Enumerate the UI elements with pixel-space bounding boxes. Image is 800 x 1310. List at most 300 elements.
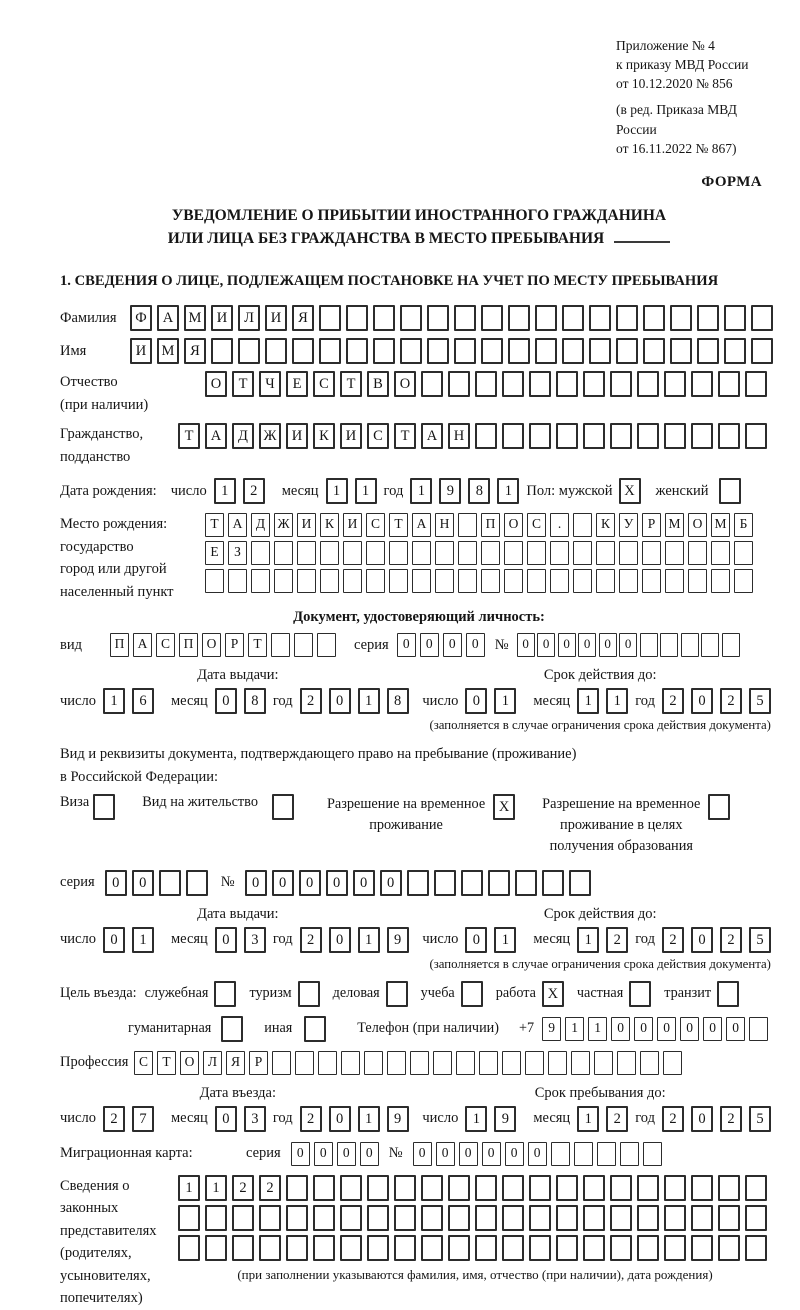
profession-label: Профессия [60,1054,129,1071]
char-box: 1 [358,1106,380,1132]
char-box: 0 [691,688,713,714]
char-box: Ч [259,371,281,397]
char-box [589,338,611,364]
char-box [718,1235,740,1261]
char-box [718,1175,740,1201]
migration-number-boxes [413,1142,666,1166]
char-box [637,1205,659,1231]
stay-doc-series-row [60,870,778,896]
doc-series-boxes [397,633,489,657]
char-box: 2 [720,1106,742,1132]
purpose-row2: гуманитарная иная Телефон (при наличии) +7 9 1 1 0 0 0 0 0 0 [60,1016,778,1042]
char-box [232,1205,254,1231]
char-box: 0 [380,870,402,896]
char-box: Я [292,305,314,331]
char-box [272,1051,291,1075]
char-box: 1 [565,1017,584,1041]
char-box [364,1051,383,1075]
char-box [448,371,470,397]
phone-label: Телефон (при наличии) [357,1020,499,1037]
char-box [660,633,678,657]
char-box: X [493,794,515,820]
birth-month-boxes [326,478,384,504]
char-box [664,423,686,449]
char-box [456,1051,475,1075]
char-box [515,870,537,896]
char-box [508,338,530,364]
char-box: И [211,305,233,331]
birthplace-row [60,513,778,603]
char-box [596,569,615,593]
sex-male-checkbox [619,478,646,504]
char-box [637,1175,659,1201]
char-box [610,1175,632,1201]
char-box: 9 [542,1017,561,1041]
stay-until-year [662,1106,778,1132]
char-box: 0 [619,633,637,657]
char-box: X [619,478,641,504]
char-box: К [313,423,335,449]
char-box [211,338,233,364]
char-box [583,1235,605,1261]
char-box: М [157,338,179,364]
stay-until-day [465,1106,523,1132]
stay-until-month [577,1106,635,1132]
char-box: Т [394,423,416,449]
char-box: 1 [497,478,519,504]
char-box [556,423,578,449]
char-box [343,541,362,565]
stay-issue-col: Дата выдачи: число 0 1 месяц 0 3 год 2 0 1 9 [60,906,416,953]
char-box [691,423,713,449]
char-box [681,633,699,657]
char-box: 0 [329,1106,351,1132]
char-box: Д [251,513,270,537]
char-box [488,870,510,896]
char-box [670,305,692,331]
purpose-official-checkbox [214,981,241,1007]
char-box: Ж [274,513,293,537]
char-box [297,569,316,593]
char-box [159,870,181,896]
doc-expiry-title: Срок действия до: [543,667,657,684]
char-box [711,541,730,565]
char-box [643,305,665,331]
char-box [529,1175,551,1201]
char-box [640,633,658,657]
char-box: А [157,305,179,331]
appendix-line: к приказу МВД России [616,57,749,73]
doc-expiry-col: Срок действия до: число 0 1 месяц 1 1 год 2 0 2 5 (заполняется в случае ограничения срока действия документа) [422,667,778,733]
char-box [387,1051,406,1075]
char-box [551,1142,570,1166]
char-box [529,371,551,397]
char-box: 0 [691,927,713,953]
char-box [232,1235,254,1261]
char-box [410,1051,429,1075]
phone-boxes [542,1017,772,1041]
identity-doc-dates [60,667,778,733]
char-box [394,1175,416,1201]
char-box [367,1205,389,1231]
visa-checkbox [93,794,120,820]
char-box [435,569,454,593]
char-box [475,1175,497,1201]
char-box: 0 [482,1142,501,1166]
char-box: С [527,513,546,537]
forma-label: ФОРМА [701,173,762,190]
char-box [594,1051,613,1075]
char-box [751,305,773,331]
char-box [448,1205,470,1231]
char-box: М [184,305,206,331]
char-box: 0 [105,870,127,896]
char-box: 0 [326,870,348,896]
stay-doc-types-row [60,794,778,858]
char-box [421,1175,443,1201]
char-box: 2 [720,927,742,953]
char-box [556,1175,578,1201]
char-box [697,305,719,331]
char-box [421,371,443,397]
char-box [421,1235,443,1261]
citizenship-label: Гражданство, подданство [60,426,144,465]
char-box [274,569,293,593]
birthplace-row2-boxes [205,541,757,565]
char-box: С [313,371,335,397]
char-box: Р [225,633,244,657]
birthplace-boxes [205,513,757,593]
char-box: 0 [397,633,416,657]
char-box: 0 [726,1017,745,1041]
char-box: 0 [703,1017,722,1041]
char-box: Б [734,513,753,537]
char-box [389,569,408,593]
char-box [745,1235,767,1261]
surname-boxes [130,305,778,331]
char-box [475,1235,497,1261]
char-box: 1 [205,1175,227,1201]
char-box [318,1051,337,1075]
char-box [265,338,287,364]
doc-expiry-note: (заполняется в случае ограничения срока действия документа) [429,718,771,733]
char-box [562,305,584,331]
char-box [435,541,454,565]
char-box: Ж [259,423,281,449]
char-box [556,1205,578,1231]
stay-series-label: серия [60,874,95,891]
char-box: И [297,513,316,537]
purpose-transit-checkbox [717,981,744,1007]
char-box [274,541,293,565]
char-box [722,633,740,657]
char-box [589,305,611,331]
birthdate-label: Дата рождения: [60,482,157,499]
char-box [670,338,692,364]
char-box: С [366,513,385,537]
char-box [502,1205,524,1231]
char-box: П [110,633,129,657]
char-box [481,305,503,331]
char-box [556,371,578,397]
char-box: 5 [749,927,771,953]
year-label: год [383,482,404,499]
char-box [317,633,336,657]
appendix-block [616,36,778,93]
char-box: Е [205,541,224,565]
char-box [643,338,665,364]
residence-permit-checkbox [272,794,299,820]
char-box [461,981,483,1007]
char-box: 1 [410,478,432,504]
char-box [286,1205,308,1231]
char-box: Д [232,423,254,449]
stay-until-col: Срок пребывания до: число 1 9 месяц 1 2 год 2 0 2 5 [422,1085,778,1132]
char-box [642,541,661,565]
char-box [433,1051,452,1075]
char-box [394,1205,416,1231]
char-box [629,981,651,1007]
identity-doc-row [60,633,778,657]
char-box: О [504,513,523,537]
stay-expiry-month [577,927,635,953]
doc-expiry-day [465,688,523,714]
char-box [93,794,115,820]
char-box: К [596,513,615,537]
char-box: Я [184,338,206,364]
char-box: 0 [291,1142,310,1166]
char-box [620,1142,639,1166]
char-box [481,541,500,565]
birthdate-row [60,478,778,504]
char-box [583,1205,605,1231]
stay-expiry-year [662,927,778,953]
char-box [272,794,294,820]
char-box: А [412,513,431,537]
char-box [508,305,530,331]
entry-stay-dates [60,1085,778,1132]
char-box: Т [232,371,254,397]
doc-kind-boxes [110,633,340,657]
representatives-label: Сведения о законных представителях (родителях, усыновителях, попечителях) [60,1177,157,1307]
char-box: Т [389,513,408,537]
char-box: Т [157,1051,176,1075]
name-label: Имя [60,342,87,359]
char-box: А [228,513,247,537]
representatives-boxes [178,1175,772,1261]
char-box [458,541,477,565]
char-box [691,371,713,397]
char-box: 6 [132,688,154,714]
char-box [221,1016,243,1042]
sex-female-label: женский [655,482,709,499]
char-box [583,1175,605,1201]
char-box [688,569,707,593]
purpose-study-checkbox [461,981,488,1007]
char-box: И [286,423,308,449]
char-box: 1 [355,478,377,504]
doc-issue-title: Дата выдачи: [197,667,279,684]
char-box [461,870,483,896]
char-box [724,305,746,331]
char-box: 0 [459,1142,478,1166]
char-box [366,541,385,565]
char-box: Р [642,513,661,537]
char-box: 0 [465,927,487,953]
char-box: 0 [215,1106,237,1132]
char-box: 0 [558,633,576,657]
char-box: 0 [272,870,294,896]
char-box [313,1205,335,1231]
char-box [548,1051,567,1075]
char-box: 0 [634,1017,653,1041]
char-box: 1 [494,927,516,953]
stay-series-boxes [105,870,213,896]
char-box: 0 [353,870,375,896]
purpose-business-checkbox [386,981,413,1007]
char-box: 0 [611,1017,630,1041]
char-box [596,541,615,565]
char-box: X [542,981,564,1007]
citizenship-row [60,423,778,468]
char-box [664,1235,686,1261]
char-box: 9 [439,478,461,504]
doc-series-label: серия [354,636,389,653]
doc-number-label: № [494,636,509,653]
char-box [701,633,719,657]
stay-doc-dates [60,906,778,972]
stay-number-boxes [245,870,596,896]
char-box [571,1051,590,1075]
char-box [341,1051,360,1075]
char-box [718,371,740,397]
char-box: 0 [103,927,125,953]
char-box [724,338,746,364]
char-box: 8 [387,688,409,714]
char-box: 0 [436,1142,455,1166]
char-box [574,1142,593,1166]
char-box [556,1235,578,1261]
char-box: И [343,513,362,537]
name-row [60,338,778,364]
char-box: И [130,338,152,364]
form-title [60,204,778,251]
char-box [259,1235,281,1261]
char-box: Т [340,371,362,397]
purpose-tourism-checkbox [298,981,325,1007]
representatives-note: (при заполнении указываются фамилия, имя, отчество (при наличии), дата рождения) [237,1266,713,1282]
char-box: 0 [314,1142,333,1166]
char-box [665,541,684,565]
char-box: П [179,633,198,657]
stay-issue-year [300,927,416,953]
char-box [205,1235,227,1261]
char-box: 0 [680,1017,699,1041]
name-boxes [130,338,778,364]
purpose-other-checkbox [304,1016,331,1042]
char-box: 0 [691,1106,713,1132]
char-box [502,371,524,397]
char-box [663,1051,682,1075]
representatives-row2-boxes [178,1205,772,1231]
char-box [637,371,659,397]
char-box: 2 [662,927,684,953]
rvp-education-label: Разрешение на временное проживание в целях получения образования [542,795,701,855]
char-box [569,870,591,896]
char-box: 2 [606,927,628,953]
char-box [719,478,741,504]
char-box: 2 [103,1106,125,1132]
char-box: 2 [300,688,322,714]
char-box [286,1235,308,1261]
doc-issue-col: Дата выдачи: число 1 6 месяц 0 8 год 2 0 1 8 [60,667,416,714]
char-box: К [320,513,339,537]
char-box: 1 [132,927,154,953]
char-box: 0 [466,633,485,657]
char-box: 1 [178,1175,200,1201]
char-box [504,541,523,565]
char-box [718,1205,740,1231]
char-box: О [202,633,221,657]
entry-day [103,1106,161,1132]
char-box: Я [226,1051,245,1075]
rvp-checkbox [493,794,520,820]
char-box: 0 [132,870,154,896]
char-box [346,305,368,331]
char-box: 2 [662,1106,684,1132]
char-box [745,423,767,449]
char-box: О [394,371,416,397]
char-box: В [367,371,389,397]
char-box [340,1175,362,1201]
representatives-row3-boxes [178,1235,772,1261]
section1-heading: 1. СВЕДЕНИЯ О ЛИЦЕ, ПОДЛЕЖАЩЕМ ПОСТАНОВКЕ НА УЧЕТ ПО МЕСТУ ПРЕБЫВАНИЯ [60,273,719,290]
char-box [610,423,632,449]
doc-issue-month [215,688,273,714]
char-box [373,305,395,331]
char-box [286,1175,308,1201]
char-box [619,569,638,593]
char-box [373,338,395,364]
char-box [228,569,247,593]
char-box: 9 [494,1106,516,1132]
char-box: С [134,1051,153,1075]
char-box: 0 [337,1142,356,1166]
char-box [525,1051,544,1075]
birth-year-boxes [410,478,526,504]
char-box: 5 [749,688,771,714]
char-box [527,541,546,565]
char-box [421,1205,443,1231]
char-box: 5 [749,1106,771,1132]
revision-line: от 16.11.2022 № 867) [616,140,737,156]
char-box [319,338,341,364]
char-box [691,1175,713,1201]
doc-issue-year [300,688,416,714]
char-box [745,371,767,397]
char-box: М [711,513,730,537]
purpose-work-checkbox [542,981,569,1007]
char-box [214,981,236,1007]
char-box [295,1051,314,1075]
char-box: 0 [360,1142,379,1166]
char-box: 2 [259,1175,281,1201]
stay-expiry-note: (заполняется в случае ограничения срока действия документа) [429,956,771,971]
char-box [502,1235,524,1261]
char-box [688,541,707,565]
char-box [458,513,477,537]
stay-expiry-day [465,927,523,953]
